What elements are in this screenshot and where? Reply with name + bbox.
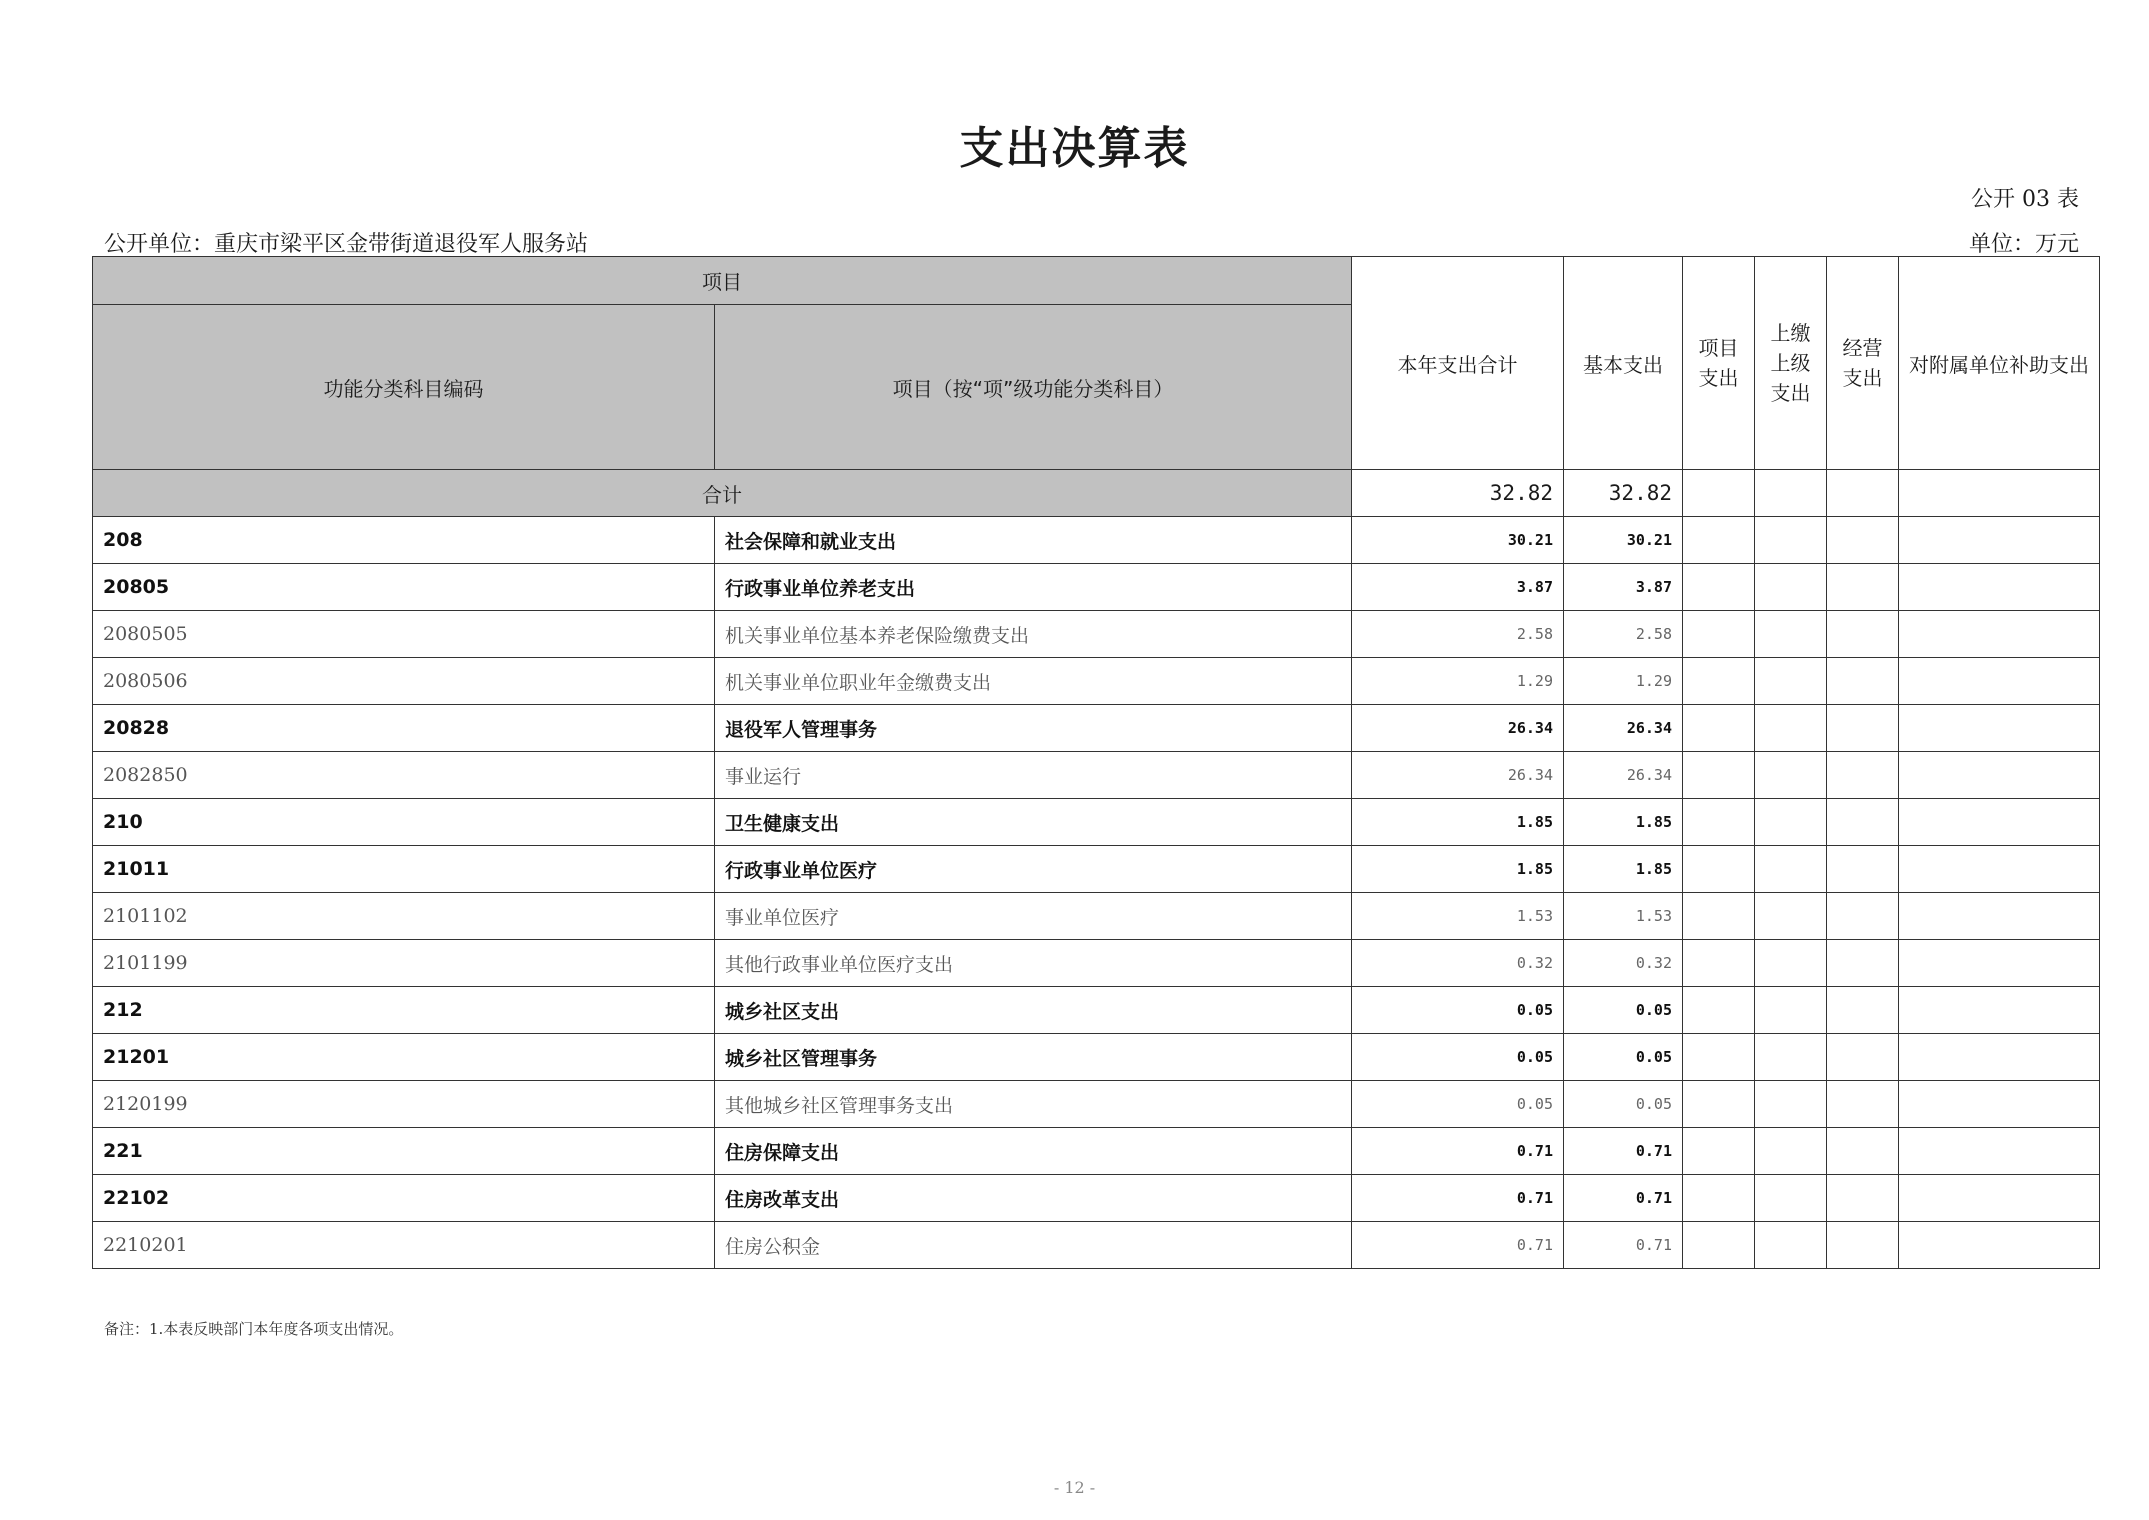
row-upper: [1755, 1175, 1827, 1222]
table-row: [93, 940, 2100, 987]
row-upper: [1755, 940, 1827, 987]
row-subsidy: [1899, 611, 2100, 658]
row-code: 21011: [93, 846, 715, 893]
row-name: 其他行政事业单位医疗支出: [715, 940, 1352, 987]
header-upper: [1755, 257, 1827, 470]
row-subsidy: [1899, 940, 2100, 987]
row-project: [1683, 1081, 1755, 1128]
row-total: 1.29: [1352, 658, 1564, 705]
table-row: [93, 1081, 2100, 1128]
row-name: 其他城乡社区管理事务支出: [715, 1081, 1352, 1128]
row-project: [1683, 517, 1755, 564]
row-subsidy: [1899, 987, 2100, 1034]
row-basic: 2.58: [1564, 611, 1683, 658]
row-upper: [1755, 564, 1827, 611]
row-upper: [1755, 658, 1827, 705]
table-row: [93, 1128, 2100, 1175]
table-row: [93, 752, 2100, 799]
total-label: 合计: [93, 470, 1352, 517]
row-business: [1827, 893, 1899, 940]
row-business: [1827, 752, 1899, 799]
header-subsidy: 对附属单位补助支出: [1899, 257, 2100, 470]
row-code: 2210201: [93, 1222, 715, 1269]
row-business: [1827, 517, 1899, 564]
table-row: [93, 893, 2100, 940]
table-row: [93, 1034, 2100, 1081]
row-business: [1827, 658, 1899, 705]
form-number: 公开 03 表: [1971, 187, 2079, 212]
row-basic: 0.71: [1564, 1175, 1683, 1222]
row-name: 事业单位医疗: [715, 893, 1352, 940]
footnote: 备注：1.本表反映部门本年度各项支出情况。: [104, 1320, 404, 1338]
header-total: 本年支出合计: [1352, 257, 1564, 470]
row-upper: [1755, 611, 1827, 658]
row-code: 22102: [93, 1175, 715, 1222]
table-row: [93, 517, 2100, 564]
row-name: 行政事业单位医疗: [715, 846, 1352, 893]
row-business: [1827, 1222, 1899, 1269]
header-project-line2: 支出: [1698, 366, 1739, 390]
row-project: [1683, 940, 1755, 987]
row-business: [1827, 846, 1899, 893]
row-project: [1683, 846, 1755, 893]
row-name: 住房保障支出: [715, 1128, 1352, 1175]
row-project: [1683, 987, 1755, 1034]
row-project: [1683, 799, 1755, 846]
page-title: 支出决算表: [959, 123, 1190, 174]
row-project: [1683, 1222, 1755, 1269]
row-upper: [1755, 1034, 1827, 1081]
header-project: [1683, 257, 1755, 470]
row-project: [1683, 705, 1755, 752]
row-total: 1.85: [1352, 846, 1564, 893]
header-upper-line2: 上级: [1770, 351, 1811, 375]
table-row: [93, 799, 2100, 846]
reporting-unit: 公开单位：重庆市梁平区金带街道退役军人服务站: [104, 232, 589, 257]
row-business: [1827, 1175, 1899, 1222]
row-code: 212: [93, 987, 715, 1034]
row-total: 1.53: [1352, 893, 1564, 940]
row-subsidy: [1899, 1081, 2100, 1128]
row-upper: [1755, 987, 1827, 1034]
row-basic: 26.34: [1564, 705, 1683, 752]
row-total: 0.71: [1352, 1128, 1564, 1175]
row-total: 26.34: [1352, 705, 1564, 752]
row-name: 城乡社区管理事务: [715, 1034, 1352, 1081]
header-business: [1827, 257, 1899, 470]
row-basic: 0.05: [1564, 1081, 1683, 1128]
row-subsidy: [1899, 1034, 2100, 1081]
row-code: 2080505: [93, 611, 715, 658]
row-upper: [1755, 705, 1827, 752]
row-subsidy: [1899, 705, 2100, 752]
row-project: [1683, 658, 1755, 705]
row-business: [1827, 1034, 1899, 1081]
row-name: 城乡社区支出: [715, 987, 1352, 1034]
row-total: 26.34: [1352, 752, 1564, 799]
row-code: 210: [93, 799, 715, 846]
table-row: [93, 1222, 2100, 1269]
table-row: [93, 1175, 2100, 1222]
header-name: 项目（按“项”级功能分类科目）: [715, 305, 1352, 470]
table-row: [93, 846, 2100, 893]
row-project: [1683, 1175, 1755, 1222]
row-basic: 0.71: [1564, 1222, 1683, 1269]
row-subsidy: [1899, 752, 2100, 799]
row-total: 0.05: [1352, 1034, 1564, 1081]
table-row: [93, 705, 2100, 752]
row-business: [1827, 611, 1899, 658]
total-row: [93, 470, 2100, 517]
row-name: 行政事业单位养老支出: [715, 564, 1352, 611]
row-code: 21201: [93, 1034, 715, 1081]
expenditure-table: [92, 256, 2100, 1269]
header-upper-line3: 支出: [1770, 381, 1811, 405]
row-total: 3.87: [1352, 564, 1564, 611]
header-item: 项目: [93, 257, 1352, 305]
table-row: [93, 564, 2100, 611]
row-business: [1827, 1128, 1899, 1175]
row-code: 2080506: [93, 658, 715, 705]
currency-unit: 单位：万元: [1968, 232, 2079, 257]
row-subsidy: [1899, 1175, 2100, 1222]
row-code: 2082850: [93, 752, 715, 799]
total-basic: 32.82: [1564, 470, 1683, 517]
total-subsidy: [1899, 470, 2100, 517]
row-total: 0.05: [1352, 1081, 1564, 1128]
row-code: 2101199: [93, 940, 715, 987]
row-basic: 0.71: [1564, 1128, 1683, 1175]
row-project: [1683, 1128, 1755, 1175]
row-basic: 0.32: [1564, 940, 1683, 987]
header-code: 功能分类科目编码: [93, 305, 715, 470]
row-name: 卫生健康支出: [715, 799, 1352, 846]
total-project: [1683, 470, 1755, 517]
row-name: 机关事业单位基本养老保险缴费支出: [715, 611, 1352, 658]
header-project-line1: 项目: [1698, 336, 1739, 360]
row-name: 社会保障和就业支出: [715, 517, 1352, 564]
row-code: 221: [93, 1128, 715, 1175]
row-subsidy: [1899, 799, 2100, 846]
row-basic: 30.21: [1564, 517, 1683, 564]
row-code: 2120199: [93, 1081, 715, 1128]
row-subsidy: [1899, 1128, 2100, 1175]
row-total: 0.05: [1352, 987, 1564, 1034]
row-business: [1827, 564, 1899, 611]
table-row: [93, 611, 2100, 658]
row-name: 机关事业单位职业年金缴费支出: [715, 658, 1352, 705]
row-total: 0.71: [1352, 1222, 1564, 1269]
row-code: 20805: [93, 564, 715, 611]
row-total: 0.32: [1352, 940, 1564, 987]
row-upper: [1755, 799, 1827, 846]
row-basic: 1.53: [1564, 893, 1683, 940]
total-total: 32.82: [1352, 470, 1564, 517]
row-project: [1683, 752, 1755, 799]
row-subsidy: [1899, 1222, 2100, 1269]
row-upper: [1755, 1222, 1827, 1269]
row-name: 事业运行: [715, 752, 1352, 799]
row-code: 20828: [93, 705, 715, 752]
row-name: 退役军人管理事务: [715, 705, 1352, 752]
row-code: 2101102: [93, 893, 715, 940]
row-project: [1683, 893, 1755, 940]
row-code: 208: [93, 517, 715, 564]
row-basic: 1.85: [1564, 799, 1683, 846]
row-total: 30.21: [1352, 517, 1564, 564]
row-subsidy: [1899, 893, 2100, 940]
row-basic: 3.87: [1564, 564, 1683, 611]
row-total: 1.85: [1352, 799, 1564, 846]
row-subsidy: [1899, 658, 2100, 705]
row-project: [1683, 1034, 1755, 1081]
row-subsidy: [1899, 564, 2100, 611]
row-business: [1827, 1081, 1899, 1128]
header-business-line2: 支出: [1842, 366, 1883, 390]
table-row: [93, 658, 2100, 705]
row-business: [1827, 705, 1899, 752]
row-business: [1827, 940, 1899, 987]
row-upper: [1755, 846, 1827, 893]
row-project: [1683, 564, 1755, 611]
row-basic: 1.85: [1564, 846, 1683, 893]
row-basic: 0.05: [1564, 1034, 1683, 1081]
row-name: 住房公积金: [715, 1222, 1352, 1269]
row-upper: [1755, 1081, 1827, 1128]
row-name: 住房改革支出: [715, 1175, 1352, 1222]
total-upper: [1755, 470, 1827, 517]
row-project: [1683, 611, 1755, 658]
row-total: 2.58: [1352, 611, 1564, 658]
header-upper-line1: 上缴: [1770, 321, 1811, 345]
header-business-line1: 经营: [1842, 336, 1883, 360]
row-subsidy: [1899, 846, 2100, 893]
row-basic: 26.34: [1564, 752, 1683, 799]
row-basic: 1.29: [1564, 658, 1683, 705]
table-row: [93, 987, 2100, 1034]
row-business: [1827, 987, 1899, 1034]
row-upper: [1755, 893, 1827, 940]
row-upper: [1755, 517, 1827, 564]
row-upper: [1755, 1128, 1827, 1175]
row-basic: 0.05: [1564, 987, 1683, 1034]
row-subsidy: [1899, 517, 2100, 564]
row-upper: [1755, 752, 1827, 799]
page-number: - 12 -: [1053, 1478, 1096, 1497]
row-total: 0.71: [1352, 1175, 1564, 1222]
row-business: [1827, 799, 1899, 846]
total-business: [1827, 470, 1899, 517]
header-basic: 基本支出: [1564, 257, 1683, 470]
